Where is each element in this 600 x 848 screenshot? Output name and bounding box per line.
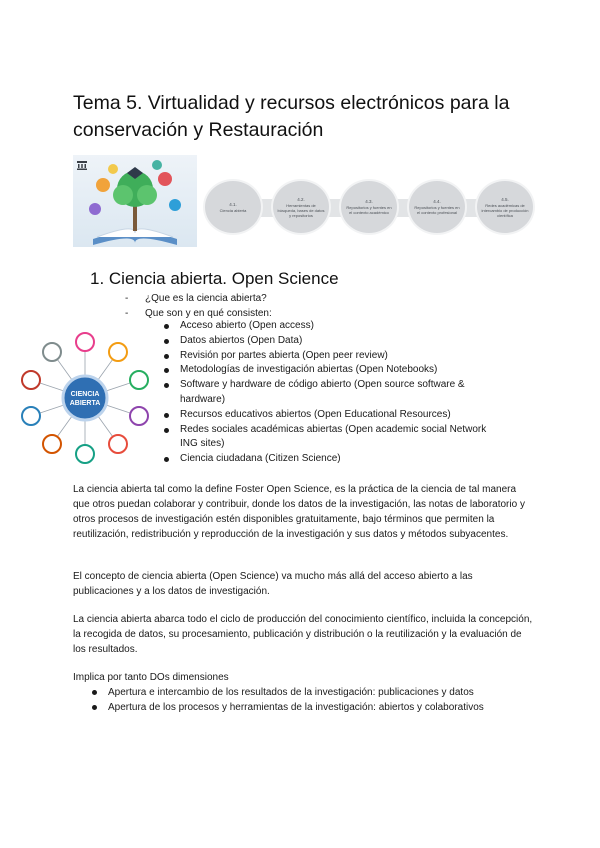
mindmap-node	[76, 333, 94, 351]
step-label: Herramientas de búsqueda, bases de datos y repositorios	[277, 202, 325, 218]
list-item: - ¿Que es la ciencia abierta?	[125, 291, 272, 306]
mindmap-center	[63, 376, 107, 420]
list-item: Metodologías de investigación abiertas (Open Notebooks)	[162, 363, 502, 378]
step-label: Repositorios y fuentes en el contexto profesional	[414, 205, 460, 215]
step-label: Repositorios y fuentes en el contexto académico	[346, 205, 392, 215]
mindmap-node	[43, 435, 61, 453]
mindmap-node	[76, 445, 94, 463]
step-4-2	[271, 179, 331, 235]
list-item: Acceso abierto (Open access)	[162, 319, 502, 334]
step-number: 4.1.	[229, 201, 237, 207]
step-number: 4.2.	[297, 196, 305, 202]
list-item: Recursos educativos abiertos (Open Educational Resources)	[162, 408, 502, 423]
step-label: Redes académicas de intercambio de producción científica	[481, 202, 529, 218]
dimensions-lead: Implica por tanto DOs dimensiones	[73, 672, 229, 683]
course-banner	[73, 155, 533, 247]
paragraph-concept: El concepto de ciencia abierta (Open Science) va mucho más allá del acceso abierto a las publicaciones y a los datos de investigación.	[73, 571, 473, 597]
section-heading: 1. Ciencia abierta. Open Science	[90, 269, 339, 288]
list-item: Apertura de los procesos y herramientas de la investigación: abiertos y colaborativos	[90, 700, 540, 715]
step-4-3	[339, 179, 399, 235]
list-item: Datos abiertos (Open Data)	[162, 334, 502, 349]
paragraph-cycle: La ciencia abierta abarca todo el ciclo de producción del conocimiento científico, incluida la concepción, la recogida de datos, su procesamiento, publicación y distribución o la reutilización y la evaluación de los resultados.	[73, 614, 533, 655]
unit-steps	[203, 179, 533, 235]
question-list	[125, 291, 272, 321]
mindmap-node	[130, 371, 148, 389]
mindmap-node	[22, 407, 40, 425]
step-number: 4.5.	[501, 196, 509, 202]
list-item: - Que son y en qué consisten:	[125, 306, 272, 321]
mindmap-node	[22, 371, 40, 389]
mindmap-center-line2: ABIERTA	[69, 400, 101, 407]
mindmap-center-line1: CIENCIA	[70, 391, 100, 398]
page-title: Tema 5. Virtualidad y recursos electrónicos para la conservación y Restauración	[73, 92, 510, 141]
step-4-4	[407, 179, 467, 235]
paragraph-definition: La ciencia abierta tal como la define Foster Open Science, es la práctica de la ciencia de tal manera que otros puedan colaborar y contribuir, donde los datos de la investigación, las notas de laboratorio y otros procesos de investigación estén disponibles gratuitamente, bajo términos que permiten la reutilización, redistribución y reproducción de la investigación y sus datos y métodos subyacentes.	[73, 484, 525, 540]
open-science-mindmap	[15, 328, 155, 468]
mindmap-node	[130, 407, 148, 425]
open-book-tree-icon	[73, 155, 197, 247]
open-science-items	[162, 319, 502, 467]
dimensions-list	[90, 685, 540, 715]
list-item: Revisión por partes abierta (Open peer review)	[162, 349, 502, 364]
step-4-5	[475, 179, 535, 235]
list-item: Apertura e intercambio de los resultados de la investigación: publicaciones y datos	[90, 685, 540, 700]
mindmap-node	[109, 435, 127, 453]
step-number: 4.4.	[433, 199, 441, 204]
list-item: Ciencia ciudadana (Citizen Science)	[162, 452, 502, 467]
step-4-1	[203, 179, 263, 235]
list-item: Redes sociales académicas abiertas (Open academic social Network ING sites)	[162, 423, 502, 453]
step-number: 4.3.	[365, 199, 373, 204]
mindmap-node	[43, 343, 61, 361]
step-label: Ciencia abierta	[219, 207, 247, 213]
banner-illustration	[73, 155, 197, 247]
mindmap-node	[109, 343, 127, 361]
list-item: Software y hardware de código abierto (Open source software & hardware)	[162, 378, 502, 408]
